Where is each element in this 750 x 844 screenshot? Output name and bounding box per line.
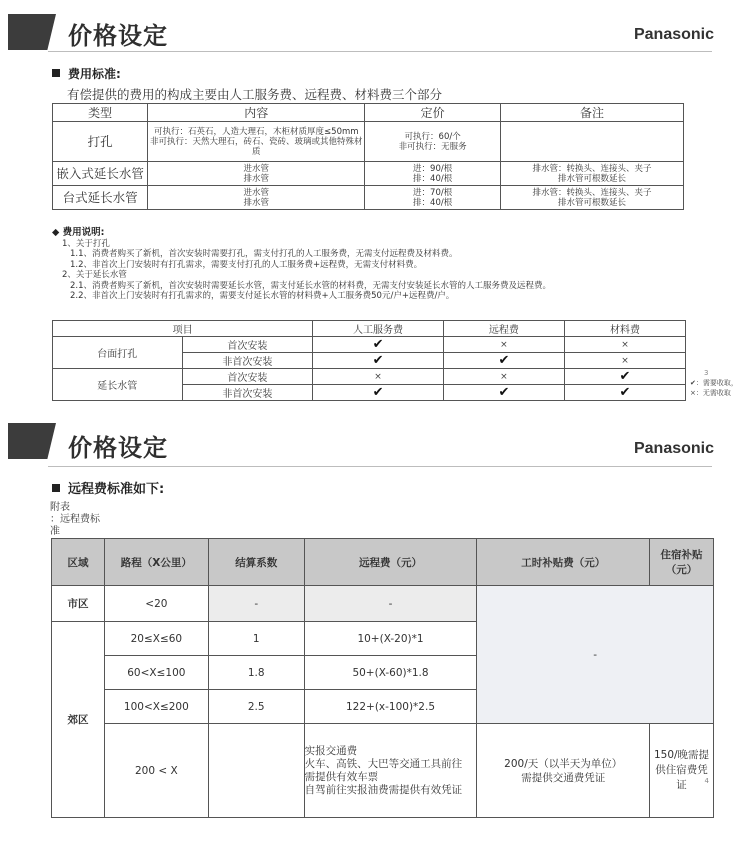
price-line: 进：90/根 — [413, 163, 453, 174]
group-cell: 延长水管 — [53, 369, 183, 401]
price-line: 进：70/根 — [413, 187, 453, 198]
page-number: 4 — [704, 777, 709, 785]
coef-cell: 2.5 — [208, 690, 304, 724]
fee-cell: 10+(X-20)*1 — [304, 622, 477, 656]
labor-line: 200/天（以半天为单位） — [504, 757, 623, 770]
mark-cell — [564, 353, 685, 369]
mark-cell — [313, 337, 444, 353]
remark-line: 排水管：转换头、连接头、夹子 — [532, 187, 652, 198]
check-icon: ✔ — [619, 385, 631, 400]
remote-fee-table — [51, 538, 714, 818]
page-number: 3 — [704, 369, 709, 377]
lodging-line: 证 — [676, 779, 687, 791]
header-cell: 工时补贴费（元） — [477, 539, 650, 586]
table-row — [53, 337, 686, 353]
fee-notes — [52, 228, 551, 302]
remark-cell — [501, 122, 684, 162]
row-label: 非首次安装 — [182, 385, 313, 401]
row-label: 首次安装 — [182, 337, 313, 353]
intro-text: 有偿提供的费用的构成主要由人工服务费、远程费、材料费三个部分 — [67, 87, 443, 102]
check-icon: ✔ — [372, 353, 384, 368]
type-cell: 嵌入式延长水管 — [53, 162, 148, 186]
remark-cell — [501, 162, 684, 186]
content-cell — [148, 122, 365, 162]
mark-cell — [564, 369, 685, 385]
cross-icon: × — [500, 372, 508, 382]
table-row — [53, 122, 684, 162]
section-title — [52, 65, 121, 82]
content-line: 进水管 — [243, 187, 270, 198]
distance-cell: <20 — [104, 586, 208, 622]
mark-cell — [443, 337, 564, 353]
table-row — [53, 186, 684, 210]
notes-heading-text: 费用说明 — [62, 227, 101, 238]
header-cell: 远程费（元） — [304, 539, 477, 586]
header-rule — [48, 466, 712, 467]
table-row — [53, 369, 686, 385]
header-cell: 人工服务费 — [313, 321, 444, 337]
price-cell — [365, 162, 501, 186]
price-line: 排：40/根 — [413, 173, 453, 184]
charge-table — [52, 320, 686, 401]
check-icon: ✔ — [498, 353, 510, 368]
zone-cell: 市区 — [52, 586, 105, 622]
annex-line: ：远程费标 — [50, 514, 100, 525]
content-cell — [148, 186, 365, 210]
header-cell: 内容 — [148, 104, 365, 122]
check-icon: ✔ — [498, 385, 510, 400]
notes-heading: ◆ 费用说明: — [52, 227, 105, 238]
mark-cell — [313, 369, 444, 385]
header-rule — [48, 51, 712, 52]
cross-icon: × — [500, 340, 508, 350]
distance-cell: 20≤X≤60 — [104, 622, 208, 656]
content-line: 排水管 — [243, 197, 270, 208]
brand-logo: Panasonic — [633, 440, 714, 457]
mark-cell — [443, 353, 564, 369]
content-cell — [148, 162, 365, 186]
remark-line: 排水管可根数延长 — [558, 197, 627, 208]
distance-cell: 60<X≤100 — [104, 656, 208, 690]
page-title: 价格设定 — [68, 434, 168, 462]
content-line: 质 — [252, 146, 261, 157]
diamond-icon: ◆ — [52, 227, 63, 238]
zone-cell: 郊区 — [52, 622, 105, 818]
price-cell — [365, 186, 501, 210]
page-title: 价格设定 — [68, 22, 168, 50]
table-row — [52, 586, 714, 622]
header-cell: 远程费 — [443, 321, 564, 337]
legend-cross: ×：无需收取 — [690, 389, 731, 397]
header-cell: 类型 — [53, 104, 148, 122]
content-line: 非可执行：天然大理石，砖石、瓷砖、玻璃或其他特殊材 — [150, 136, 363, 147]
page-1 — [0, 0, 750, 410]
header-cell: 定价 — [365, 104, 501, 122]
header-cell: 结算系数 — [208, 539, 304, 586]
check-icon: ✔ — [372, 385, 384, 400]
content-line: 可执行：石英石，人造大理石，木柜材质厚度≤50mm — [154, 126, 359, 137]
distance-cell: 200 < X — [104, 724, 208, 818]
fee-cell: 122+(x-100)*2.5 — [304, 690, 477, 724]
content-line: 排水管 — [243, 173, 270, 184]
mark-cell — [564, 337, 685, 353]
fee-line: 需提供有效车票 — [304, 770, 379, 783]
legend-check: ✔：需要收取， — [690, 379, 738, 387]
coef-cell — [208, 724, 304, 818]
note-item: 1.1、消费者购买了新机，首次安装时需要打孔，需支付打孔的人工服务费，无需支付远程费及材料费。 — [70, 249, 458, 259]
mark-cell — [443, 369, 564, 385]
type-cell: 台式延长水管 — [53, 186, 148, 210]
note-item: 1.2、非首次上门安装时有打孔需求，需要支付打孔的人工服务费+远程费，无需支付材料费。 — [70, 259, 423, 270]
note-item: 2.1、消费者购买了新机，首次安装时需要延长水管，需支付延长水管的材料费，无需支付安装延长水管的人工服务费及远程费。 — [70, 280, 552, 291]
coef-cell: 1 — [208, 622, 304, 656]
lodging-line: 供住宿费凭 — [655, 764, 708, 776]
table-header-row — [53, 321, 686, 337]
section-title — [52, 478, 164, 497]
header-cell: 材料费 — [564, 321, 685, 337]
annex-caption — [50, 502, 100, 538]
labor-subsidy-cell — [477, 724, 650, 818]
labor-line: 需提供交通费凭证 — [521, 771, 606, 784]
fee-standard-table — [52, 103, 684, 210]
mark-cell — [443, 385, 564, 401]
check-icon: ✔ — [372, 337, 384, 352]
price-line: 非可执行：无服务 — [398, 141, 467, 152]
check-icon: ✔ — [619, 369, 631, 384]
fee-line: 火车、高铁、大巴等交通工具前往 — [304, 757, 463, 770]
fee-line: 实报交通费 — [304, 744, 358, 757]
header-block-decoration — [8, 14, 56, 50]
header-cell: 区域 — [52, 539, 105, 586]
lodging-subsidy-cell — [650, 724, 714, 818]
table-header-row — [53, 104, 684, 122]
remark-line: 排水管：转换头、连接头、夹子 — [532, 163, 652, 174]
annex-line: 准 — [50, 526, 60, 537]
section-title-text: 远程费标准如下: — [68, 482, 165, 497]
page-2 — [0, 410, 750, 844]
square-bullet-icon — [52, 484, 60, 492]
header-block-decoration — [8, 423, 56, 459]
distance-cell: 100<X≤200 — [104, 690, 208, 724]
header-cell: 路程（X公里） — [104, 539, 208, 586]
square-bullet-icon — [52, 69, 60, 77]
note-item: 1、关于打孔 — [62, 238, 110, 249]
section-title-text: 费用标准: — [68, 67, 121, 81]
coef-cell: - — [208, 586, 304, 622]
cross-icon: × — [374, 372, 382, 382]
cross-icon: × — [621, 340, 629, 350]
type-cell: 打孔 — [53, 122, 148, 162]
coef-cell: 1.8 — [208, 656, 304, 690]
remark-line: 排水管可根数延长 — [558, 173, 627, 184]
header-cell: 住宿补贴（元） — [650, 539, 714, 586]
price-cell — [365, 122, 501, 162]
header-cell: 备注 — [501, 104, 684, 122]
table-row — [53, 162, 684, 186]
mark-cell — [313, 353, 444, 369]
fee-cell — [304, 724, 477, 818]
fee-cell: 50+(X-60)*1.8 — [304, 656, 477, 690]
group-cell: 台面打孔 — [53, 337, 183, 369]
subsidy-merged-cell: - — [477, 586, 714, 724]
row-label: 首次安装 — [182, 369, 313, 385]
mark-cell — [313, 385, 444, 401]
content-line: 进水管 — [243, 163, 270, 174]
mark-cell — [564, 385, 685, 401]
price-line: 可执行：60/个 — [404, 131, 461, 142]
header-cell: 项目 — [53, 321, 313, 337]
mark-legend — [690, 368, 738, 398]
lodging-line: 150/晚需提 — [653, 749, 710, 761]
cross-icon: × — [621, 356, 629, 366]
note-item: 2.2、非首次上门安装时有打孔需求的，需要支付延长水管的材料费+人工服务费50元/户+远程费/户。 — [70, 291, 455, 301]
annex-line: 附表 — [50, 502, 70, 513]
note-item: 2、关于延长水管 — [62, 270, 127, 280]
table-header-row — [52, 539, 714, 586]
remark-cell — [501, 186, 684, 210]
price-line: 排：40/根 — [413, 197, 453, 208]
row-label: 非首次安装 — [182, 353, 313, 369]
brand-logo: Panasonic — [633, 26, 714, 43]
fee-cell: - — [304, 586, 477, 622]
table-row — [52, 724, 714, 818]
fee-line: 自驾前往实报油费需提供有效凭证 — [304, 783, 463, 796]
